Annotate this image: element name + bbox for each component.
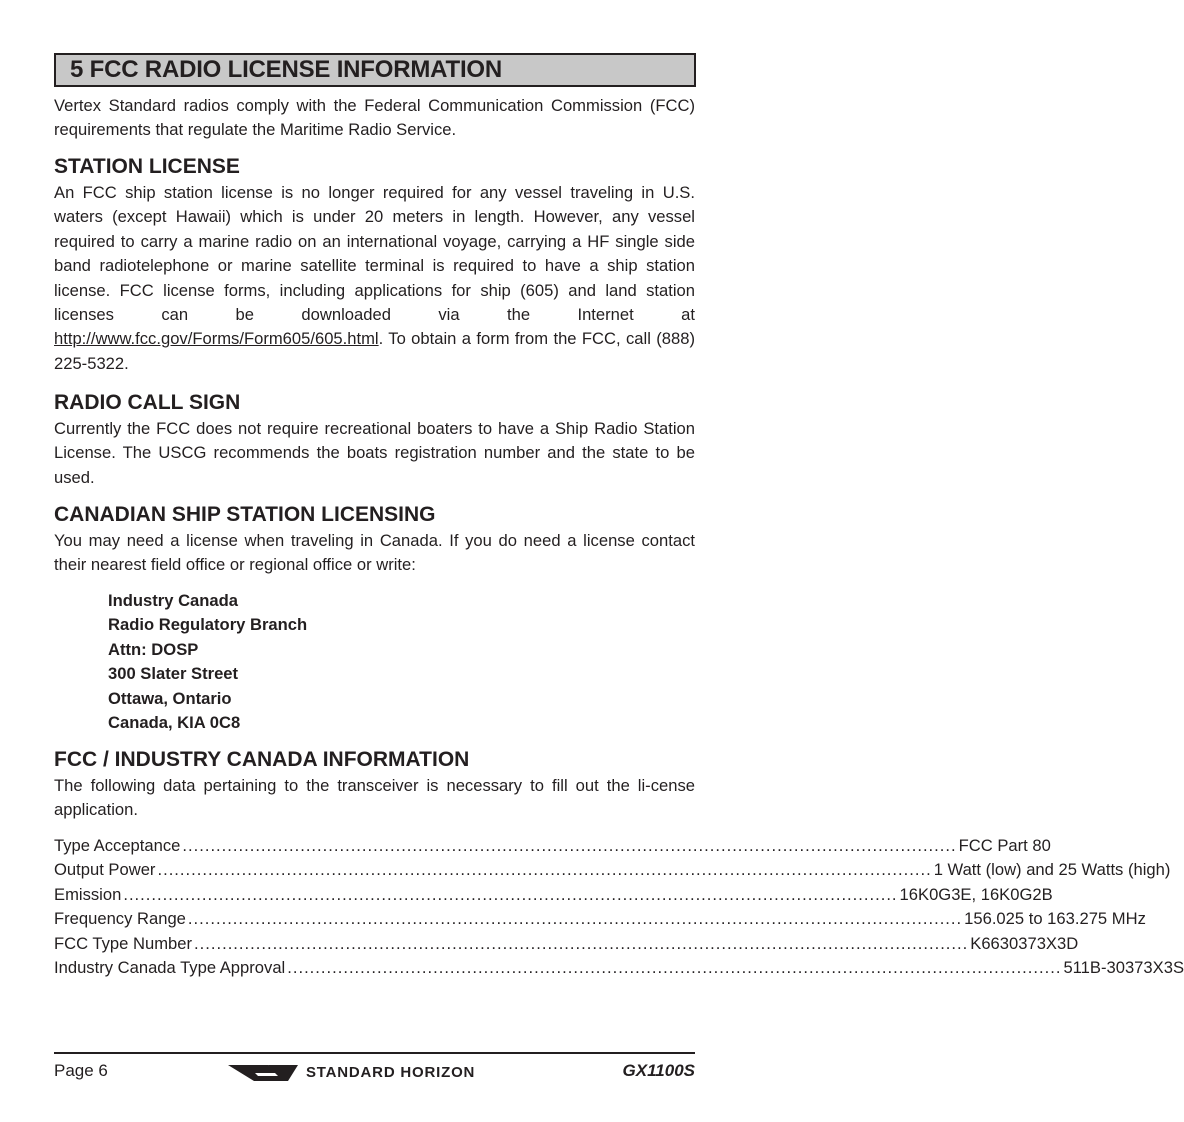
- canadian-licensing-paragraph: You may need a license when traveling in Canada. If you do need a license contact their nearest field office or regional office or write:: [54, 531, 695, 575]
- fcc-ic-paragraph: The following data pertaining to the transceiver is necessary to fill out the li-cense application.: [54, 776, 695, 820]
- model-number: GX1100S: [622, 1061, 695, 1080]
- spec-row-frequency-range: Frequency Range .......................................................................................................................................... 156.025 to 163.275 MHz: [54, 907, 695, 931]
- fcc-ic-heading: FCC / INDUSTRY CANADA INFORMATION: [54, 748, 470, 771]
- spec-row-output-power: Output Power .......................................................................................................................................... 1 Watt (low) and 25 Watts (high): [54, 858, 695, 882]
- station-license-paragraph: [54, 181, 695, 376]
- radio-call-sign-heading: RADIO CALL SIGN: [54, 391, 241, 414]
- address-line: Attn: DOSP: [108, 639, 199, 659]
- spec-row-ic-type-approval: Industry Canada Type Approval .......................................................................................................................................... 511B-30373X3S: [54, 956, 695, 980]
- fcc-forms-link[interactable]: http://www.fcc.gov/Forms/Form605/605.html: [54, 329, 379, 349]
- spec-value: 16K0G3E, 16K0G2B: [899, 885, 1053, 904]
- spec-value: K6630373X3D: [970, 934, 1079, 953]
- spec-label: Type Acceptance: [54, 836, 181, 855]
- page-number: Page 6: [54, 1061, 108, 1080]
- chapter-title-bar: [54, 53, 696, 87]
- radio-call-sign-paragraph: Currently the FCC does not require recreational boaters to have a Ship Radio Station License. The USCG recommends the boats registration number and the state to be used.: [54, 419, 695, 487]
- station-license-text-1: An FCC ship station license is no longer required for any vessel traveling in U.S. waters (except Hawaii) which is under 20 meters in length. However, any vessel required to carry a marine radio on an international voyage, carrying a HF single side band radiotelephone or marine satellite terminal is required to have a ship station license. FCC license forms, including applications for ship (605) and land station licenses can be downloaded via the Internet at: [54, 183, 695, 325]
- address-line: Industry Canada: [108, 591, 239, 610]
- spec-row-emission: Emission .......................................................................................................................................... 16K0G3E, 16K0G2B: [54, 883, 695, 907]
- spec-label: Output Power: [54, 860, 156, 879]
- station-license-heading: STATION LICENSE: [54, 155, 240, 178]
- spec-label: Industry Canada Type Approval: [54, 958, 286, 977]
- address-line: Radio Regulatory Branch: [108, 615, 308, 635]
- spec-label: FCC Type Number: [54, 934, 193, 953]
- spec-value: 156.025 to 163.275 MHz: [964, 909, 1146, 928]
- station-license-text-2: . To obtain a form from the FCC, call (888) 225-5322.: [54, 329, 695, 373]
- spec-label: Emission: [54, 885, 122, 904]
- intro-paragraph: Vertex Standard radios comply with the Federal Communication Commission (FCC) requirements that regulate the Maritime Radio Service.: [54, 96, 695, 140]
- canadian-licensing-heading: CANADIAN SHIP STATION LICENSING: [54, 503, 436, 526]
- standard-horizon-logo-icon: [228, 1063, 300, 1083]
- spec-value: 511B-30373X3S: [1063, 958, 1184, 977]
- brand-name: STANDARD HORIZON: [306, 1064, 476, 1081]
- address-line: Canada, KIA 0C8: [108, 713, 241, 733]
- spec-row-type-acceptance: Type Acceptance .......................................................................................................................................... FCC Part 80: [54, 834, 695, 858]
- address-line: 300 Slater Street: [108, 664, 239, 684]
- industry-canada-address: [108, 589, 307, 735]
- footer-rule: [54, 1052, 695, 1054]
- spec-row-fcc-type-number: FCC Type Number .......................................................................................................................................... K6630373X3D: [54, 932, 695, 956]
- brand-mark: [228, 1062, 475, 1084]
- address-line: Ottawa, Ontario: [108, 688, 232, 708]
- spec-label: Frequency Range: [54, 909, 186, 928]
- spec-value: FCC Part 80: [958, 836, 1051, 855]
- chapter-title: 5 FCC RADIO LICENSE INFORMATION: [70, 56, 503, 83]
- spec-value: 1 Watt (low) and 25 Watts (high): [933, 860, 1171, 879]
